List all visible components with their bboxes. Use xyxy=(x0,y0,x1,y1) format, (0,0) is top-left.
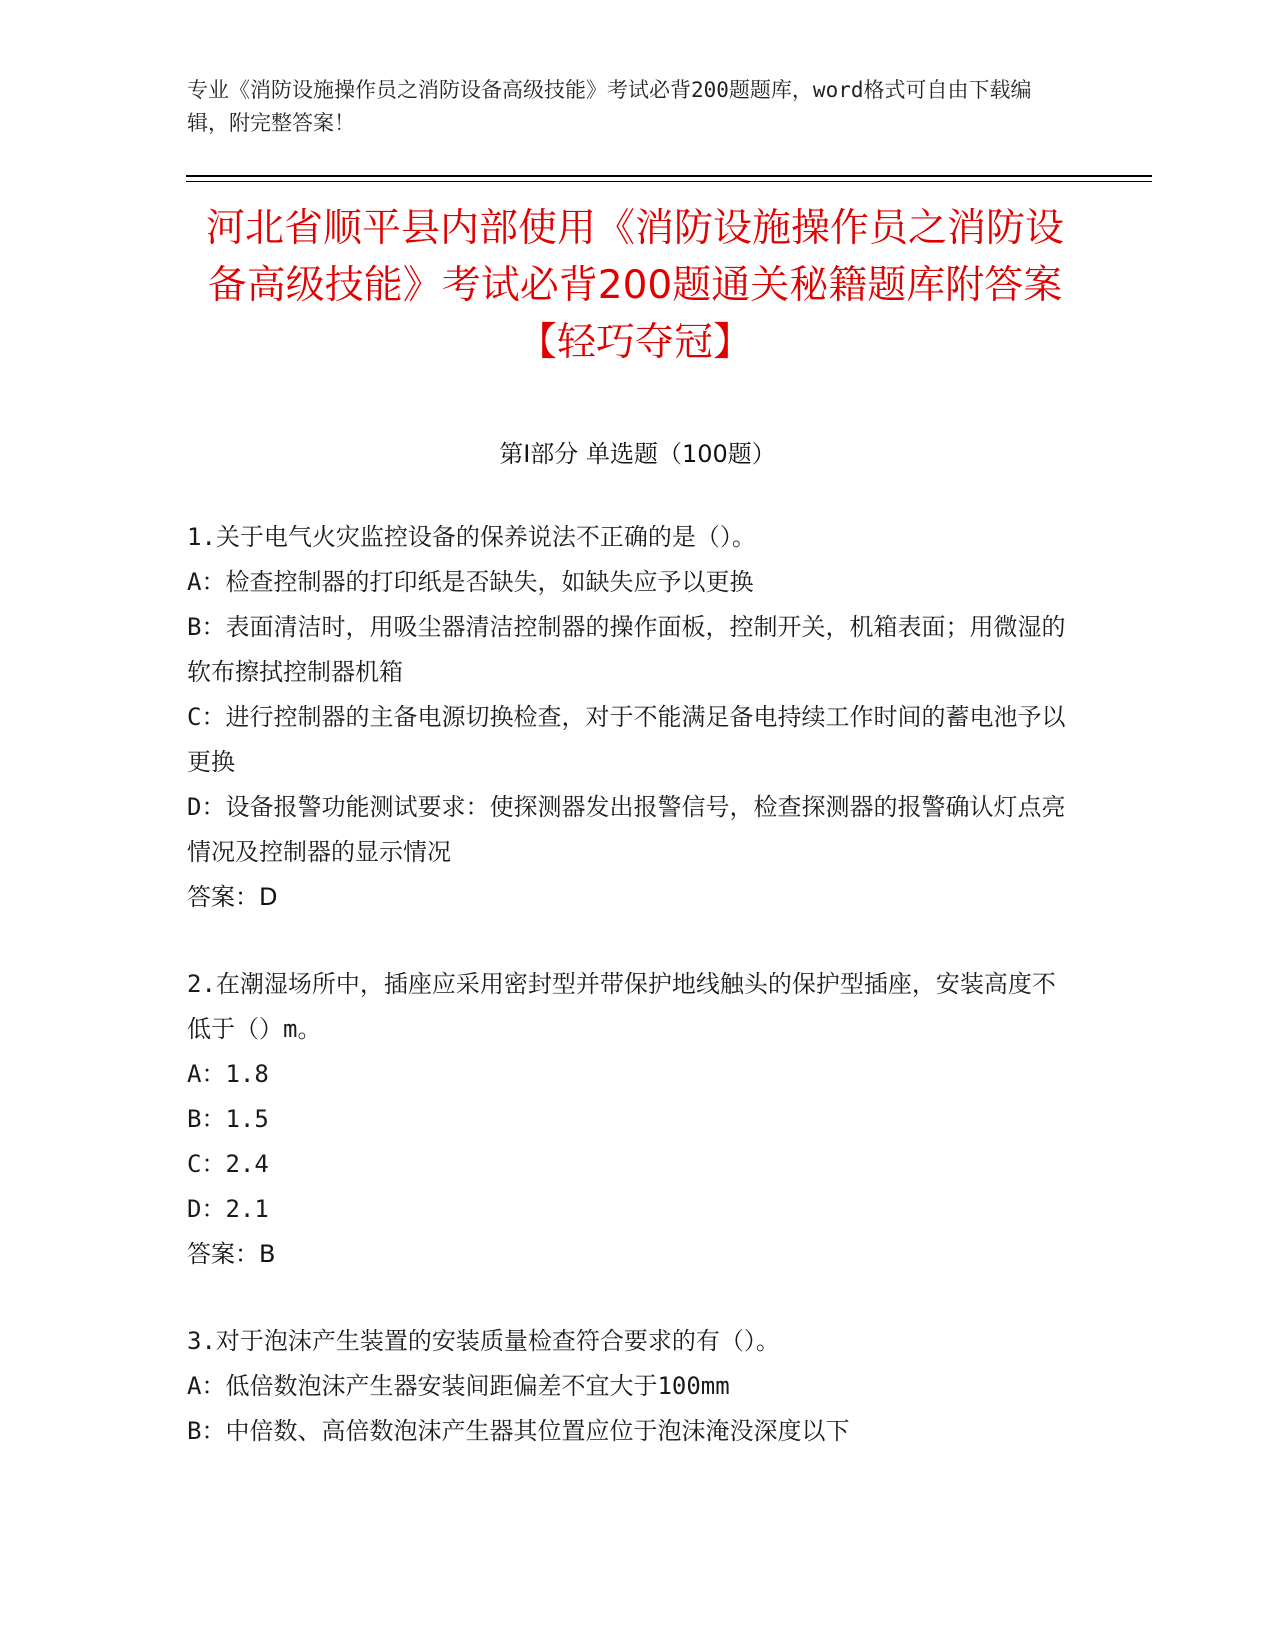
question-3 xyxy=(187,1319,1067,1454)
option-b: B：中倍数、高倍数泡沫产生器其位置应位于泡沫淹没深度以下 xyxy=(187,1417,850,1445)
header-rule-thick xyxy=(186,175,1152,177)
option-a: A：1.8 xyxy=(187,1060,269,1088)
question-stem: 1.关于电气火灾监控设备的保养说法不正确的是（）。 xyxy=(187,523,756,551)
option-a: A：低倍数泡沫产生器安装间距偏差不宜大于100mm xyxy=(187,1372,730,1400)
answer-text: 答案：D xyxy=(187,883,278,911)
question-stem: 2.在潮湿场所中，插座应采用密封型并带保护地线触头的保护型插座，安装高度不低于（）m。 xyxy=(187,970,1056,1043)
option-a: A：检查控制器的打印纸是否缺失，如缺失应予以更换 xyxy=(187,568,754,596)
answer-text: 答案：B xyxy=(187,1240,276,1268)
question-list xyxy=(187,515,1067,1454)
option-d: D：2.1 xyxy=(187,1195,269,1223)
option-c: C：2.4 xyxy=(187,1150,269,1178)
question-stem: 3.对于泡沫产生装置的安装质量检查符合要求的有（）。 xyxy=(187,1327,780,1355)
question-1 xyxy=(187,515,1067,920)
option-b: B：表面清洁时，用吸尘器清洁控制器的操作面板，控制开关，机箱表面；用微湿的软布擦拭控制器机箱 xyxy=(187,613,1066,686)
option-b: B：1.5 xyxy=(187,1105,269,1133)
option-d: D：设备报警功能测试要求：使探测器发出报警信号，检查探测器的报警确认灯点亮情况及控制器的显示情况 xyxy=(187,793,1066,866)
question-2 xyxy=(187,962,1067,1277)
section-heading: 第Ⅰ部分 单选题（100题） xyxy=(499,440,776,468)
header-note: 专业《消防设施操作员之消防设备高级技能》考试必背200题题库，word格式可自由下载编辑，附完整答案！ xyxy=(187,78,1032,135)
option-c: C：进行控制器的主备电源切换检查，对于不能满足备电持续工作时间的蓄电池予以更换 xyxy=(187,703,1066,776)
document-title: 河北省顺平县内部使用《消防设施操作员之消防设备高级技能》考试必背200题通关秘籍题库附答案【轻巧夺冠】 xyxy=(205,206,1064,365)
header-rule-thin xyxy=(186,181,1152,182)
